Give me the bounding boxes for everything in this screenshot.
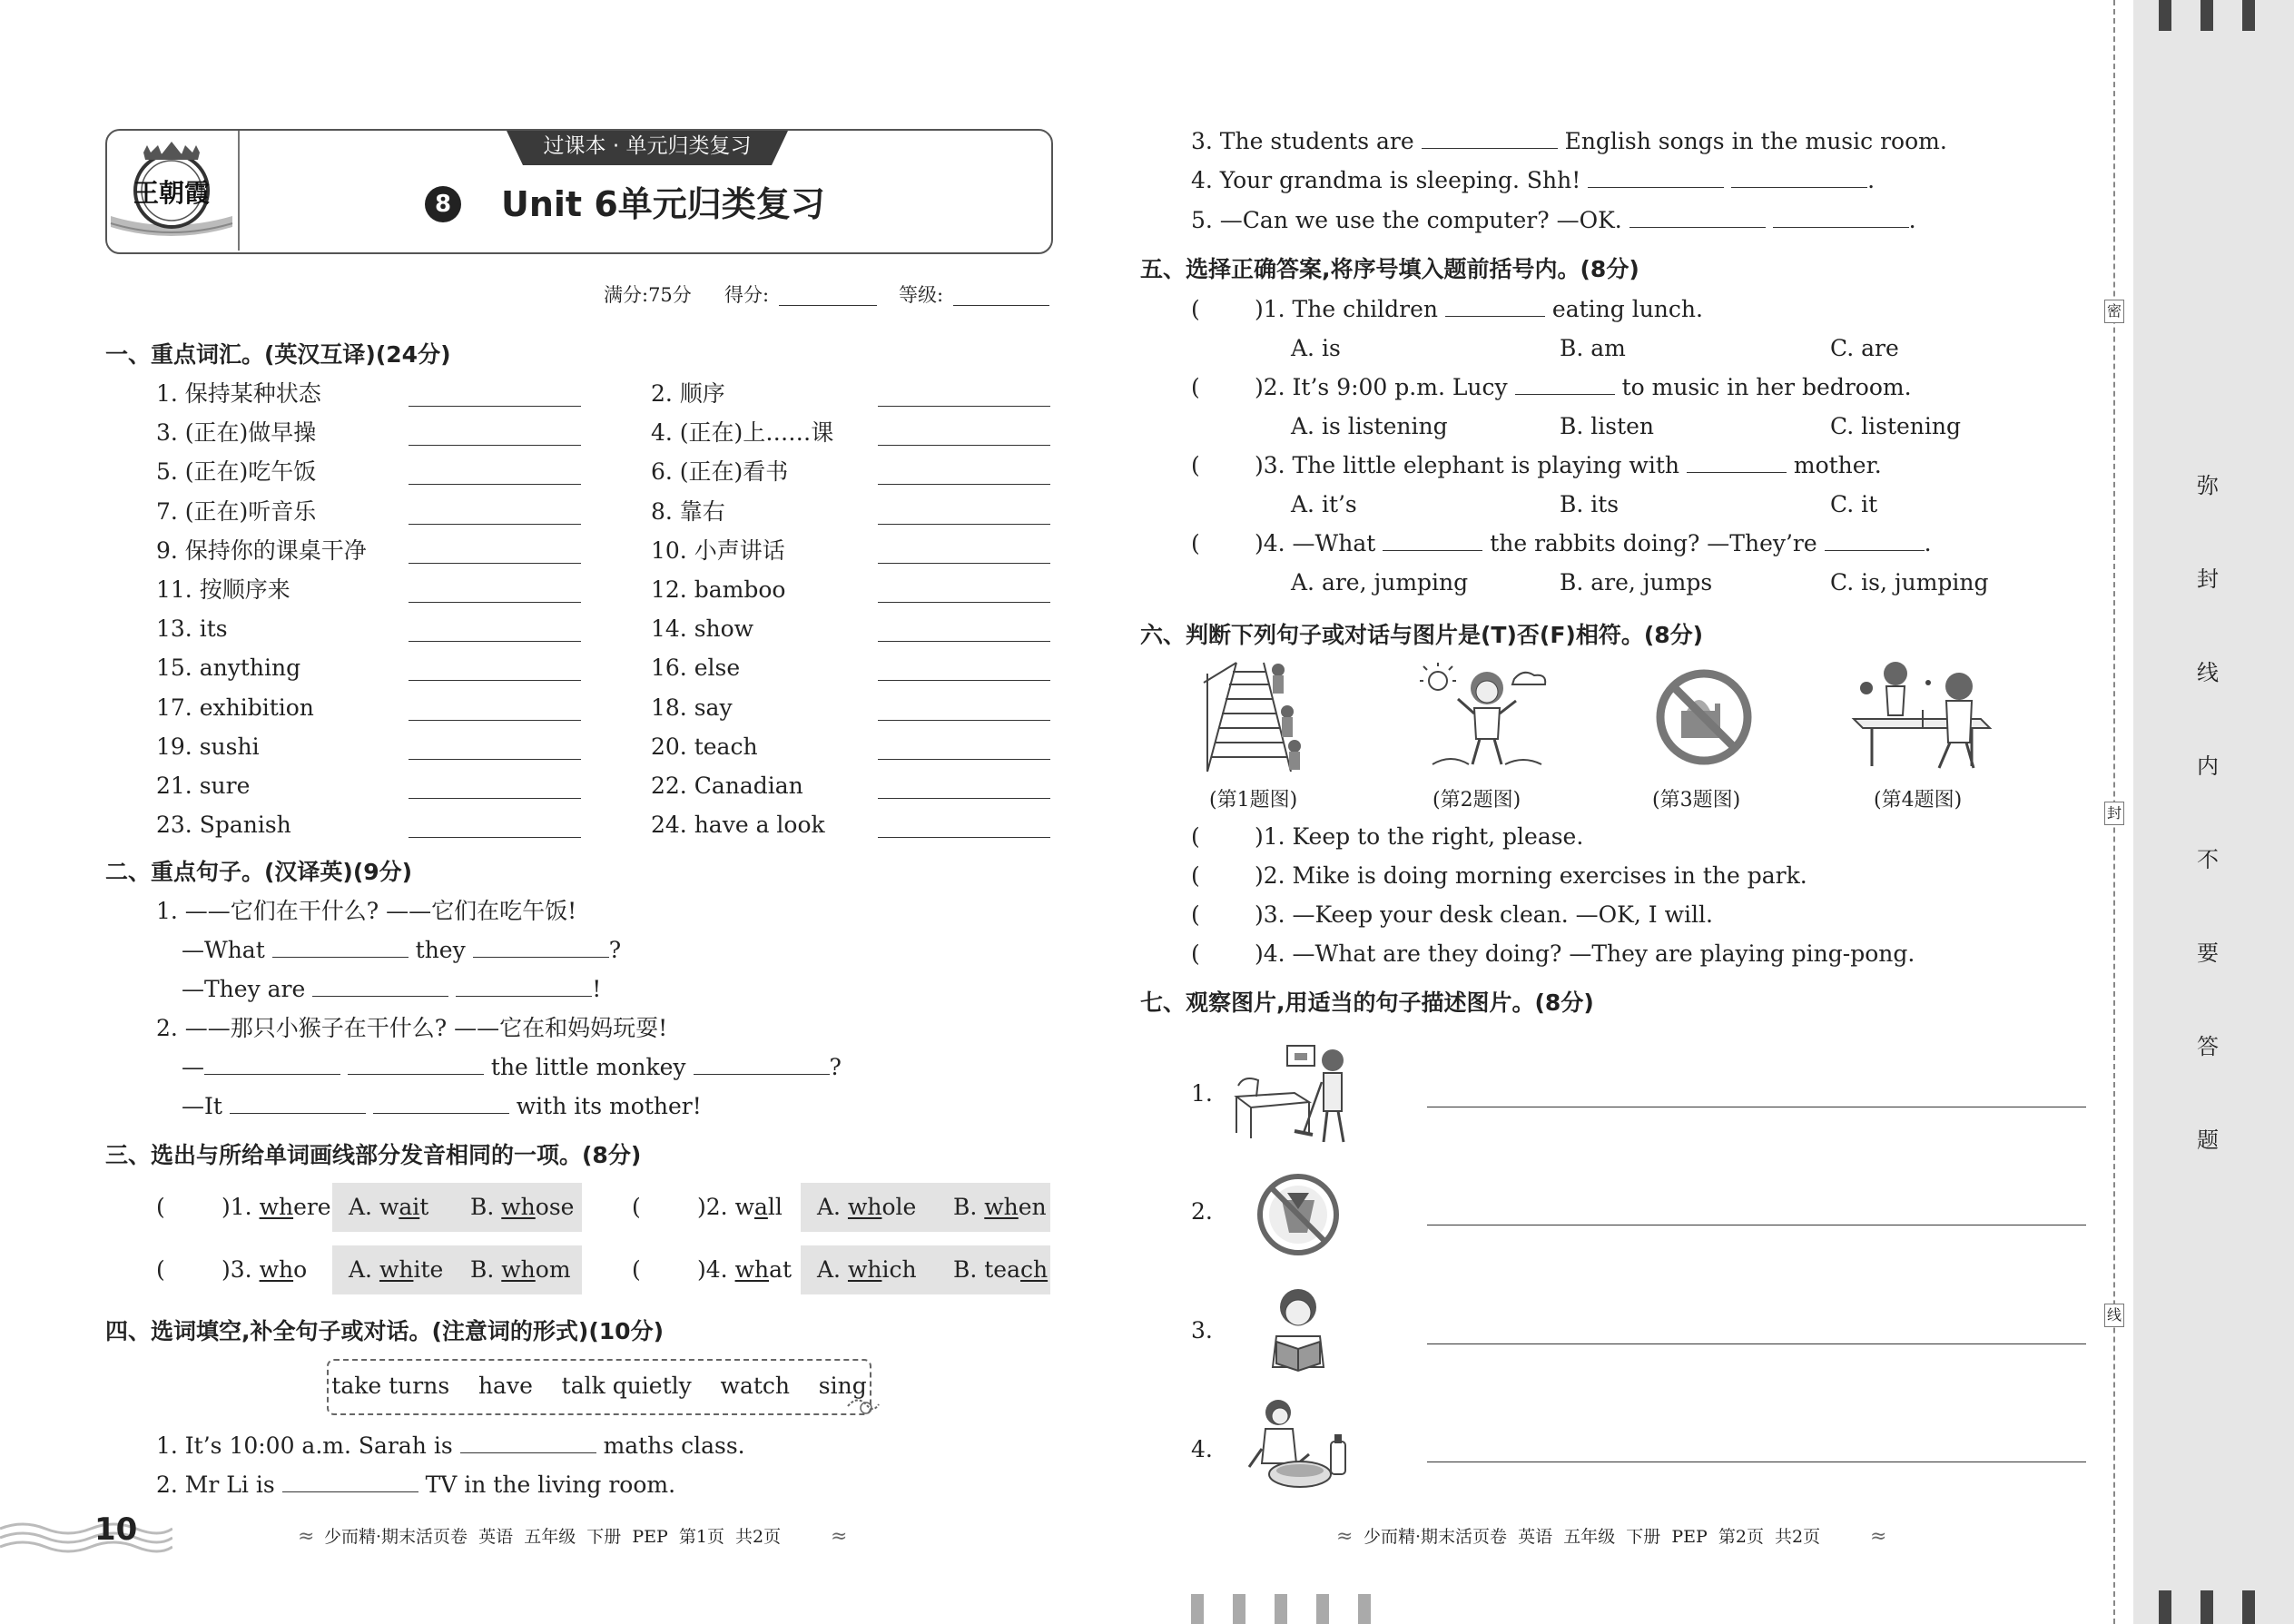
s3-q1-option-a: A. wait <box>349 1194 429 1220</box>
s4-q4-blank-2[interactable] <box>1731 169 1867 188</box>
s6-q2-paren[interactable]: ( <box>1191 862 1200 889</box>
s2-q2a-end: ? <box>829 1054 842 1080</box>
caption-2: (第2题图) <box>1433 789 1521 812</box>
banner-text: 过课本 · 单元归类复习 <box>543 134 752 158</box>
s2-q2a-blank-3[interactable] <box>694 1056 830 1075</box>
s6-q4-paren[interactable]: ( <box>1191 940 1200 967</box>
s4-q1: 1. It’s 10:00 a.m. Sarah is maths class. <box>156 1432 745 1459</box>
s3-q4-option-a: A. which <box>817 1256 917 1283</box>
s7-num-4: 4. <box>1191 1436 1213 1462</box>
vocab-blank-13[interactable] <box>409 641 581 642</box>
vocab-item-7: 7. (正在)听音乐 <box>156 498 317 525</box>
vocab-item-16: 16. else <box>651 655 741 681</box>
s2-q1b-blank-2[interactable] <box>456 978 592 997</box>
binding-warning-char-8: 题 <box>2197 1127 2219 1153</box>
vocab-item-20: 20. teach <box>651 733 758 760</box>
s2-q2b-pre: —It <box>182 1093 222 1119</box>
s6-q2: )2. Mike is doing morning exercises in the park. <box>1255 862 1807 889</box>
binding-warning-char-3: 线 <box>2197 660 2219 685</box>
s2-q1a-mid: they <box>415 937 466 963</box>
vocab-blank-3[interactable] <box>409 445 581 446</box>
vocab-item-22: 22. Canadian <box>651 773 803 799</box>
s4-q2-blank[interactable] <box>282 1473 418 1492</box>
section-3-title: 三、选出与所给单词画线部分发音相同的一项。(8分) <box>105 1142 642 1168</box>
vocab-item-5: 5. (正在)吃午饭 <box>156 458 317 485</box>
s3-q1-option-b: B. whose <box>470 1194 575 1220</box>
vocab-item-1: 1. 保持某种状态 <box>156 380 321 407</box>
park-exercise-picture <box>1414 663 1551 772</box>
vocab-blank-21[interactable] <box>409 798 581 799</box>
s5-q4-option-a: A. are, jumping <box>1291 569 1469 595</box>
vocab-item-9: 9. 保持你的课桌干净 <box>156 537 367 564</box>
s2-q1a-blank-1[interactable] <box>272 939 409 958</box>
score-level-label: 等级: <box>899 284 944 306</box>
s4-q5-blank-1[interactable] <box>1629 209 1766 228</box>
s7-num-1: 1. <box>1191 1080 1213 1107</box>
vocab-item-18: 18. say <box>651 694 733 721</box>
vocab-blank-6[interactable] <box>878 484 1050 485</box>
s5-q1-blank-1[interactable] <box>1445 298 1545 317</box>
s2-q1a-blank-2[interactable] <box>473 939 609 958</box>
caption-1: (第1题图) <box>1209 789 1298 812</box>
s5-q2-blank-1[interactable] <box>1515 376 1615 395</box>
sweeping-floor-picture <box>1231 1042 1367 1147</box>
caption-4: (第4题图) <box>1874 789 1963 812</box>
s5-q4-blank-2[interactable] <box>1825 532 1925 551</box>
s3-q3-word: )3. who <box>222 1256 308 1283</box>
vocab-blank-4[interactable] <box>878 445 1050 446</box>
vocab-item-4: 4. (正在)上……课 <box>651 419 834 446</box>
s4-q2: 2. Mr Li is TV in the living room. <box>156 1471 676 1498</box>
word-bank: take turns have talk quietly watch sing <box>331 1373 867 1399</box>
s2-q2-line-a <box>182 1054 842 1081</box>
seal-char-3: 线 <box>2106 1306 2122 1324</box>
s4-q4: 4. Your grandma is sleeping. Shh! . <box>1191 167 1876 193</box>
stairs-picture <box>1200 655 1327 773</box>
binding-sidebar <box>2133 0 2294 1624</box>
vocab-blank-1[interactable] <box>409 406 581 407</box>
s5-q3-blank-1[interactable] <box>1687 454 1787 473</box>
vocab-blank-14[interactable] <box>878 641 1050 642</box>
footer-right-wave-l: ≈ <box>1336 1525 1354 1548</box>
s2-q1: 1. ——它们在干什么? ——它们在吃午饭! <box>156 898 577 924</box>
s4-q4-blank-1[interactable] <box>1588 169 1724 188</box>
seal-char-3-box <box>2104 1304 2124 1327</box>
seal-char-2: 封 <box>2106 804 2122 822</box>
footer-right: 少而精·期末活页卷 英语 五年级 下册 PEP 第2页 共2页 <box>1364 1527 1821 1547</box>
s2-q1a-end: ? <box>608 937 622 963</box>
vocab-blank-16[interactable] <box>878 680 1050 681</box>
registration-marks-sidebar-bottom <box>2159 1590 2268 1624</box>
s3-q2-option-b: B. when <box>953 1194 1047 1220</box>
vocab-blank-9[interactable] <box>409 563 581 564</box>
s2-q2b-blank-1[interactable] <box>230 1095 366 1114</box>
footer-left-wave-r: ≈ <box>831 1525 848 1548</box>
s2-q2a-mid: the little monkey <box>490 1054 686 1080</box>
s5-q4-paren[interactable]: ( <box>1191 530 1200 556</box>
s4-q1-blank[interactable] <box>460 1434 596 1453</box>
vocab-blank-8[interactable] <box>878 524 1050 525</box>
no-drinks-sign-picture <box>1256 1173 1340 1256</box>
s3-q2-paren[interactable]: ( <box>632 1194 641 1220</box>
vocab-item-14: 14. show <box>651 615 754 642</box>
s3-q2-word: )2. wall <box>697 1194 783 1220</box>
vocab-blank-10[interactable] <box>878 563 1050 564</box>
vocab-item-19: 19. sushi <box>156 733 260 760</box>
registration-marks-top <box>2159 0 2268 31</box>
wave-decoration-icon <box>0 1518 172 1558</box>
vocab-item-23: 23. Spanish <box>156 812 291 838</box>
reading-book-picture <box>1264 1285 1334 1376</box>
s5-q3-option-b: B. its <box>1560 491 1620 517</box>
s5-q1-option-a: A. is <box>1291 335 1341 361</box>
binding-warning-char-5: 不 <box>2197 847 2219 872</box>
s3-q1-paren[interactable]: ( <box>156 1194 165 1220</box>
s2-q2: 2. ——那只小猴子在干什么? ——它在和妈妈玩耍! <box>156 1015 668 1041</box>
ping-pong-picture <box>1845 655 1997 773</box>
page-number: 10 <box>94 1511 138 1548</box>
vocab-item-12: 12. bamboo <box>651 576 786 603</box>
s5-q3-stem: )3. The little elephant is playing with mother. <box>1255 452 1882 478</box>
binding-warning-char-6: 要 <box>2197 940 2219 966</box>
s5-q2-stem: )2. It’s 9:00 p.m. Lucy to music in her bedroom. <box>1255 374 1912 400</box>
logo-divider <box>238 131 240 251</box>
s2-q1b-pre: —They are <box>182 976 306 1002</box>
s2-q1b-blank-1[interactable] <box>312 978 448 997</box>
s2-q1a-pre: —What <box>182 937 265 963</box>
vocab-item-3: 3. (正在)做早操 <box>156 419 317 446</box>
seal-char-2-box <box>2104 802 2124 825</box>
vocab-item-2: 2. 顺序 <box>651 380 725 407</box>
s4-q5-blank-2[interactable] <box>1773 209 1909 228</box>
section-4-title: 四、选词填空,补全句子或对话。(注意词的形式)(10分) <box>105 1318 664 1344</box>
s2-q2a-pre: — <box>182 1054 204 1080</box>
binding-warning-char-1: 弥 <box>2197 473 2219 498</box>
unit-badge <box>425 186 461 222</box>
binding-warning-char-4: 内 <box>2197 753 2219 779</box>
unit-badge-number: 8 <box>434 191 452 218</box>
vocab-item-24: 24. have a look <box>651 812 825 838</box>
vocab-blank-2[interactable] <box>878 406 1050 407</box>
brand-logo-icon <box>107 133 236 249</box>
score-full: 满分:75分 <box>604 284 692 306</box>
s5-q3-option-a: A. it’s <box>1291 491 1357 517</box>
vocab-blank-7[interactable] <box>409 524 581 525</box>
vocab-item-10: 10. 小声讲话 <box>651 537 785 564</box>
s7-answer-line-3[interactable] <box>1427 1343 2086 1344</box>
scroll-curl-icon <box>844 1393 882 1417</box>
s6-q1-paren[interactable]: ( <box>1191 823 1200 850</box>
s6-q3: )3. —Keep your desk clean. —OK, I will. <box>1255 901 1713 928</box>
s3-q3-option-b: B. whom <box>470 1256 571 1283</box>
s5-q4-option-c: C. is, jumping <box>1830 569 1989 595</box>
vocab-item-13: 13. its <box>156 615 228 642</box>
s4-q3-blank[interactable] <box>1422 130 1558 149</box>
s2-q2b-blank-2[interactable] <box>373 1095 509 1114</box>
s5-q2-paren[interactable]: ( <box>1191 374 1200 400</box>
s3-q3-option-a: A. white <box>349 1256 444 1283</box>
s3-q4-word: )4. what <box>697 1256 793 1283</box>
s3-q1-word: )1. where <box>222 1194 331 1220</box>
vocab-blank-15[interactable] <box>409 680 581 681</box>
s2-q2-line-b <box>182 1093 702 1120</box>
s6-q3-paren[interactable]: ( <box>1191 901 1200 928</box>
score-level-blank[interactable] <box>953 305 1049 306</box>
vocab-blank-17[interactable] <box>409 720 581 721</box>
vocab-blank-18[interactable] <box>878 720 1050 721</box>
s5-q4-blank-1[interactable] <box>1383 532 1482 551</box>
no-eating-sign-picture <box>1654 667 1754 767</box>
caption-3: (第3题图) <box>1652 789 1741 812</box>
s2-q1-line-b <box>182 976 601 1003</box>
section-7-title: 七、观察图片,用适当的句子描述图片。(8分) <box>1140 989 1594 1016</box>
vocab-blank-22[interactable] <box>878 798 1050 799</box>
vocab-blank-5[interactable] <box>409 484 581 485</box>
s5-q1-paren[interactable]: ( <box>1191 296 1200 322</box>
binding-warning-char-7: 答 <box>2197 1034 2219 1059</box>
vocab-item-8: 8. 靠右 <box>651 498 725 525</box>
svg-text:王朝霞: 王朝霞 <box>133 178 211 208</box>
s3-q4-paren[interactable]: ( <box>632 1256 641 1283</box>
vocab-item-6: 6. (正在)看书 <box>651 458 789 485</box>
section-2-title: 二、重点句子。(汉译英)(9分) <box>105 859 413 885</box>
vocab-item-21: 21. sure <box>156 773 251 799</box>
footer-right-wave-r: ≈ <box>1870 1525 1887 1548</box>
s2-q2b-end: with its mother! <box>516 1093 702 1119</box>
page-title: Unit 6单元归类复习 <box>501 184 825 224</box>
s5-q2-option-b: B. listen <box>1560 413 1655 439</box>
washing-clothes-picture <box>1244 1394 1354 1496</box>
registration-marks-bottom <box>1191 1594 1373 1624</box>
s6-q1: )1. Keep to the right, please. <box>1255 823 1584 850</box>
vocab-item-17: 17. exhibition <box>156 694 314 721</box>
s3-q4-option-b: B. teach <box>953 1256 1049 1283</box>
section-5-title: 五、选择正确答案,将序号填入题前括号内。(8分) <box>1140 256 1639 282</box>
s5-q4-stem: )4. —What the rabbits doing? —They’re . <box>1255 530 1932 556</box>
s2-q2a-blank-2[interactable] <box>348 1056 484 1075</box>
vocab-blank-11[interactable] <box>409 602 581 603</box>
section-6-title: 六、判断下列句子或对话与图片是(T)否(F)相符。(8分) <box>1140 622 1704 648</box>
s7-num-3: 3. <box>1191 1317 1213 1343</box>
s5-q2-option-a: A. is listening <box>1291 413 1448 439</box>
vocab-item-11: 11. 按顺序来 <box>156 576 290 603</box>
seal-char-1-box <box>2104 300 2124 323</box>
vocab-blank-23[interactable] <box>409 837 581 838</box>
score-got-label: 得分: <box>724 284 770 306</box>
s7-num-2: 2. <box>1191 1198 1213 1225</box>
s5-q4-option-b: B. are, jumps <box>1560 569 1713 595</box>
footer-left: 少而精·期末活页卷 英语 五年级 下册 PEP 第1页 共2页 <box>324 1527 782 1547</box>
vocab-blank-19[interactable] <box>409 759 581 760</box>
score-got-blank[interactable] <box>779 305 877 306</box>
s4-q3: 3. The students are English songs in the music room. <box>1191 128 1947 154</box>
binding-warning-char-2: 封 <box>2197 566 2219 592</box>
s4-q5: 5. —Can we use the computer? —OK. . <box>1191 207 1916 233</box>
seal-char-1: 密 <box>2106 302 2122 320</box>
s5-q3-paren[interactable]: ( <box>1191 452 1200 478</box>
s2-q1b-end: ! <box>592 976 602 1002</box>
s2-q2a-blank-1[interactable] <box>204 1056 340 1075</box>
footer-left-wave-l: ≈ <box>298 1525 315 1548</box>
s5-q3-option-c: C. it <box>1830 491 1878 517</box>
s3-q3-paren[interactable]: ( <box>156 1256 165 1283</box>
s5-q1-stem: )1. The children eating lunch. <box>1255 296 1703 322</box>
s2-q1-line-a <box>182 937 621 964</box>
vocab-blank-24[interactable] <box>878 837 1050 838</box>
section-1-title: 一、重点词汇。(英汉互译)(24分) <box>105 341 451 368</box>
vocab-item-15: 15. anything <box>156 655 301 681</box>
s3-q2-option-a: A. whole <box>817 1194 917 1220</box>
s5-q1-option-c: C. are <box>1830 335 1899 361</box>
vocab-blank-20[interactable] <box>878 759 1050 760</box>
s5-q1-option-b: B. am <box>1560 335 1626 361</box>
vocab-blank-12[interactable] <box>878 602 1050 603</box>
s6-q4: )4. —What are they doing? —They are playing ping-pong. <box>1255 940 1915 967</box>
s5-q2-option-c: C. listening <box>1830 413 1961 439</box>
